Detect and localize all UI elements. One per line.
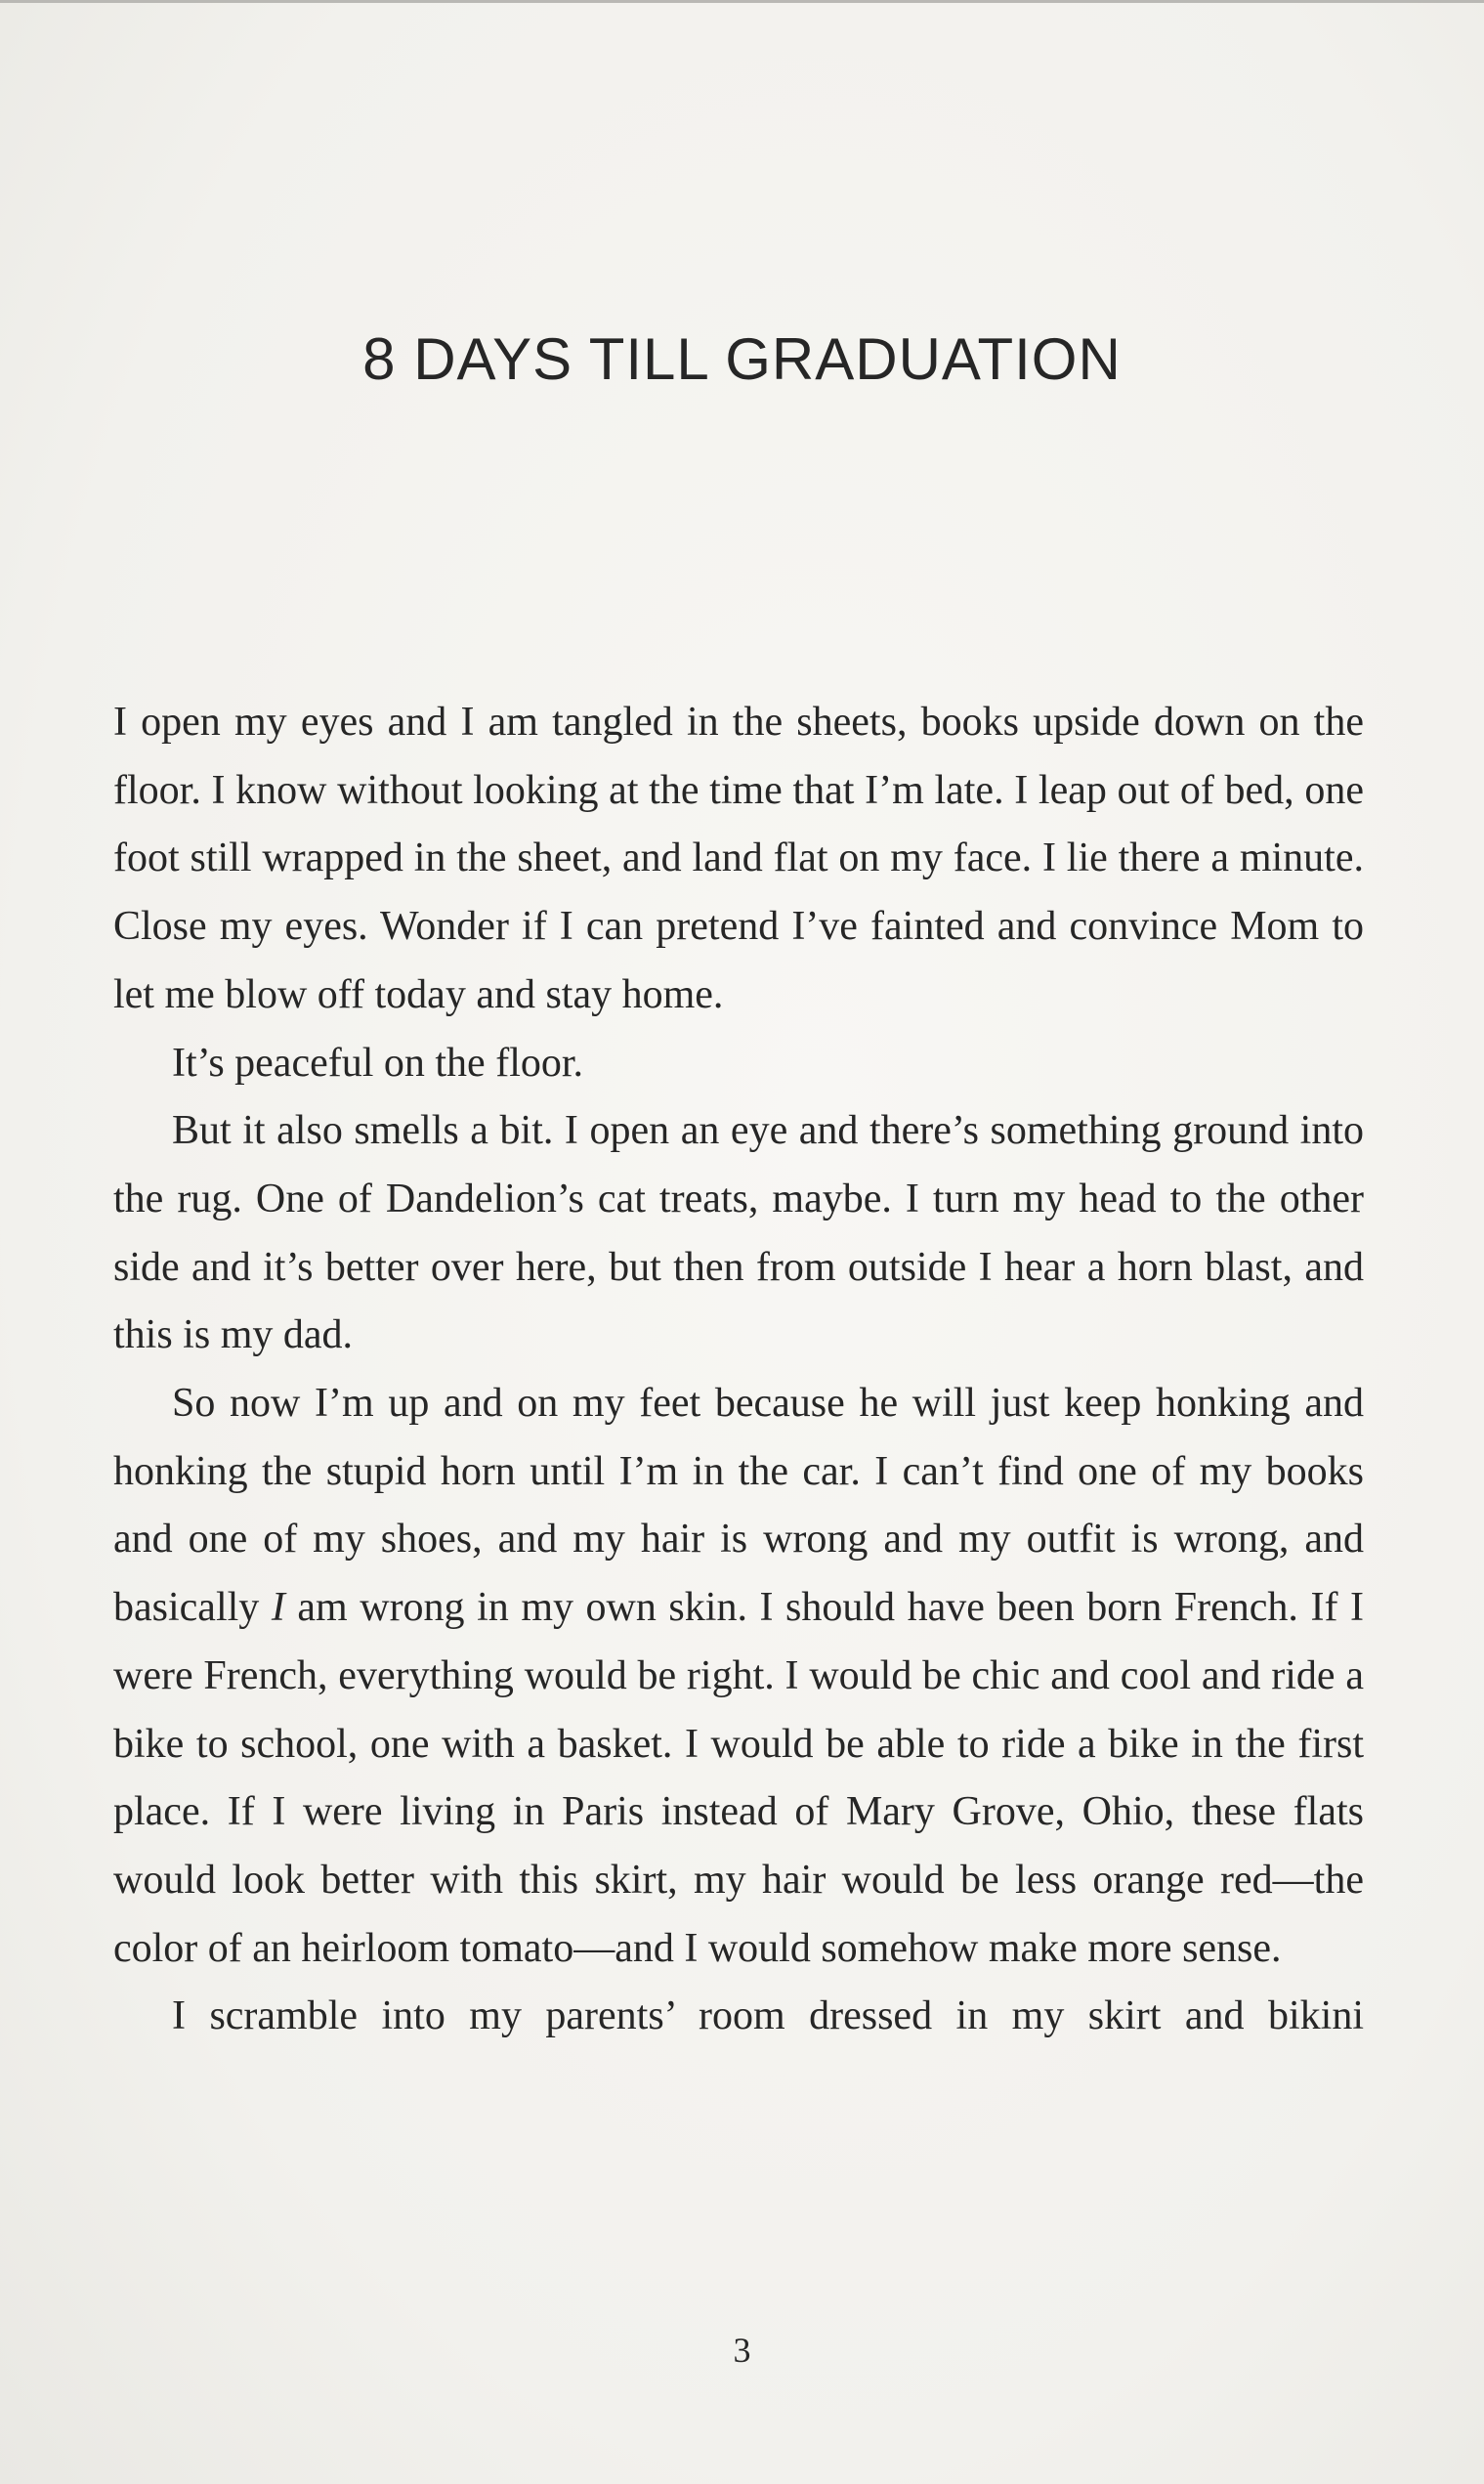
page-number: 3 (733, 2331, 751, 2370)
page-edge-line (0, 0, 1484, 3)
paragraph: I scramble into my parents’ room dressed in my skirt and bikini (172, 1993, 1364, 2039)
paragraph-text: So now I’m up and on my feet because he will just keep honking and honking the stupid horn until I’m in the car. I can’t find one of my books and one of my shoes, and my hair is wrong and my outfit is wrong, and basically (113, 1381, 1364, 1631)
paragraph: It’s peaceful on the floor. (172, 1040, 584, 1086)
body-text (113, 689, 1364, 2051)
paragraph (113, 1370, 1364, 1983)
paragraph: But it also smells a bit. I open an eye and there’s something ground into the rug. One of Dandelion’s cat treats, maybe. I turn my head to the other side and it’s better over here, but then from outside I hear a horn blast, and this is my dad. (113, 1108, 1364, 1358)
paragraph: I open my eyes and I am tangled in the sheets, books upside down on the floor. I know without looking at the time that I’m late. I leap out of bed, one foot still wrapped in the sheet, and land flat on my face. I lie there a minute. Close my eyes. Wonder if I can pretend I’ve fainted and convince Mom to let me blow off today and stay home. (113, 700, 1364, 1017)
chapter-title: 8 DAYS TILL GRADUATION (362, 326, 1122, 392)
paragraph-text: am wrong in my own skin. I should have been born French. If I were French, everything would be right. I would be chic and cool and ride a bike to school, one with a basket. I would be able to ride a bike in the first place. If I were living in Paris instead of Mary Grove, Ohio, these flats would look better with this skirt, my hair would be less orange red—the color of an heirloom tomato—and I would somehow make more sense. (113, 1585, 1364, 1971)
emphasis-text: I (271, 1585, 285, 1631)
